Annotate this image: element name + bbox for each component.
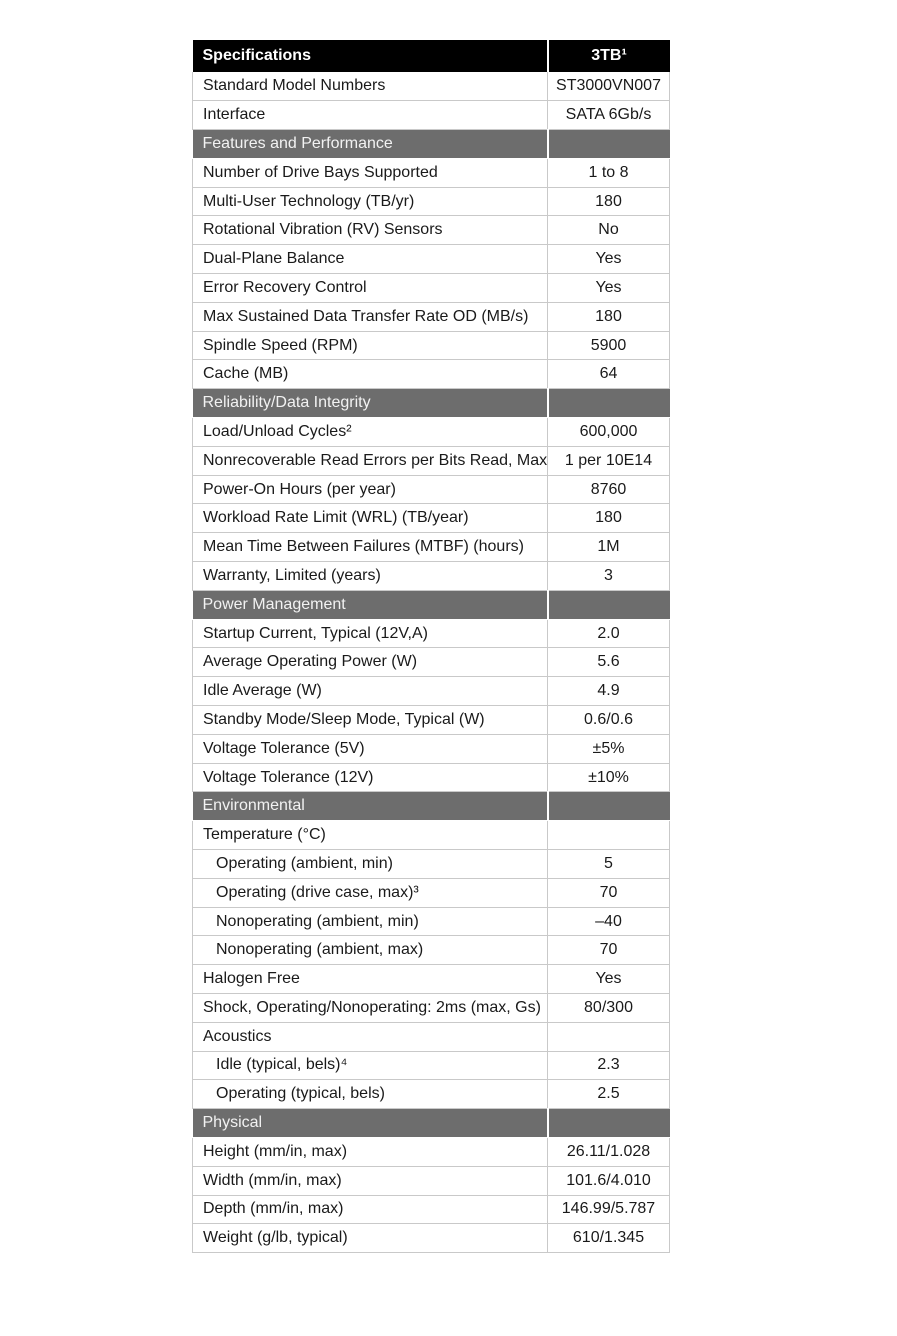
spec-label: Warranty, Limited (years): [193, 562, 548, 591]
spec-label: Spindle Speed (RPM): [193, 331, 548, 360]
table-row: [193, 850, 670, 879]
table-row: [193, 821, 670, 850]
spec-value: 26.11/1.028: [548, 1137, 670, 1166]
spec-value: SATA 6Gb/s: [548, 101, 670, 130]
spec-label: Interface: [193, 101, 548, 130]
section-label: Reliability/Data Integrity: [193, 389, 548, 418]
table-row: [193, 562, 670, 591]
table-row: [193, 360, 670, 389]
spec-label: Nonoperating (ambient, min): [193, 907, 548, 936]
table-row: [193, 101, 670, 130]
spec-value: 180: [548, 302, 670, 331]
spec-value: [548, 821, 670, 850]
spec-label: Number of Drive Bays Supported: [193, 158, 548, 187]
table-row: [193, 1166, 670, 1195]
table-row: [193, 907, 670, 936]
spec-value: 610/1.345: [548, 1224, 670, 1253]
table-body: [193, 72, 670, 1253]
table-row: [193, 1022, 670, 1051]
spec-value: 4.9: [548, 677, 670, 706]
section-header-row: [193, 389, 670, 418]
spec-value: 8760: [548, 475, 670, 504]
spec-label: Operating (drive case, max)³: [193, 878, 548, 907]
section-label: Environmental: [193, 792, 548, 821]
spec-value: 2.0: [548, 619, 670, 648]
section-value: [548, 792, 670, 821]
table-row: [193, 1051, 670, 1080]
spec-label: Idle (typical, bels)⁴: [193, 1051, 548, 1080]
table-row: [193, 994, 670, 1023]
spec-label: Power-On Hours (per year): [193, 475, 548, 504]
spec-value: ±10%: [548, 763, 670, 792]
spec-label: Error Recovery Control: [193, 274, 548, 303]
table-row: [193, 187, 670, 216]
spec-value: Yes: [548, 245, 670, 274]
table-row: [193, 274, 670, 303]
spec-value: 180: [548, 187, 670, 216]
spec-label: Dual-Plane Balance: [193, 245, 548, 274]
table-row: [193, 1195, 670, 1224]
table-header-row: [193, 40, 670, 72]
table-row: [193, 331, 670, 360]
spec-label: Weight (g/lb, typical): [193, 1224, 548, 1253]
table-row: [193, 302, 670, 331]
spec-label: Rotational Vibration (RV) Sensors: [193, 216, 548, 245]
table-row: [193, 216, 670, 245]
spec-label: Workload Rate Limit (WRL) (TB/year): [193, 504, 548, 533]
table-row: [193, 475, 670, 504]
table-row: [193, 936, 670, 965]
table-row: [193, 418, 670, 447]
table-row: [193, 619, 670, 648]
section-header-row: [193, 590, 670, 619]
spec-label: Operating (typical, bels): [193, 1080, 548, 1109]
spec-value: 600,000: [548, 418, 670, 447]
spec-value: 3: [548, 562, 670, 591]
spec-label: Operating (ambient, min): [193, 850, 548, 879]
spec-value: 5: [548, 850, 670, 879]
section-header-row: [193, 1109, 670, 1138]
spec-value: No: [548, 216, 670, 245]
spec-label: Depth (mm/in, max): [193, 1195, 548, 1224]
spec-label: Voltage Tolerance (12V): [193, 763, 548, 792]
spec-value: Yes: [548, 274, 670, 303]
spec-label: Multi-User Technology (TB/yr): [193, 187, 548, 216]
spec-value: ±5%: [548, 734, 670, 763]
table-row: [193, 158, 670, 187]
table-row: [193, 734, 670, 763]
spec-label: Max Sustained Data Transfer Rate OD (MB/s): [193, 302, 548, 331]
table-row: [193, 533, 670, 562]
table-row: [193, 677, 670, 706]
table-row: [193, 706, 670, 735]
spec-label: Cache (MB): [193, 360, 548, 389]
section-value: [548, 389, 670, 418]
spec-label: Standard Model Numbers: [193, 72, 548, 101]
table-row: [193, 965, 670, 994]
table-row: [193, 1080, 670, 1109]
spec-value: –40: [548, 907, 670, 936]
spec-value: ST3000VN007: [548, 72, 670, 101]
spec-value: [548, 1022, 670, 1051]
section-label: Physical: [193, 1109, 548, 1138]
spec-value: 180: [548, 504, 670, 533]
spec-value: 0.6/0.6: [548, 706, 670, 735]
spec-value: 101.6/4.010: [548, 1166, 670, 1195]
spec-label: Temperature (°C): [193, 821, 548, 850]
spec-value: 5900: [548, 331, 670, 360]
section-label: Features and Performance: [193, 130, 548, 159]
table-row: [193, 446, 670, 475]
spec-value: 1 per 10E14: [548, 446, 670, 475]
table-row: [193, 72, 670, 101]
spec-value: 5.6: [548, 648, 670, 677]
specifications-table: [192, 40, 670, 1253]
spec-value: 1M: [548, 533, 670, 562]
spec-label: Shock, Operating/Nonoperating: 2ms (max, Gs): [193, 994, 548, 1023]
spec-label: Width (mm/in, max): [193, 1166, 548, 1195]
spec-label: Voltage Tolerance (5V): [193, 734, 548, 763]
capacity-heading: 3TB¹: [548, 40, 670, 72]
table-row: [193, 878, 670, 907]
spec-label: Nonrecoverable Read Errors per Bits Read, Max: [193, 446, 548, 475]
section-header-row: [193, 792, 670, 821]
table-row: [193, 648, 670, 677]
spec-label: Mean Time Between Failures (MTBF) (hours): [193, 533, 548, 562]
spec-value: 2.3: [548, 1051, 670, 1080]
section-header-row: [193, 130, 670, 159]
spec-value: 146.99/5.787: [548, 1195, 670, 1224]
spec-value: 1 to 8: [548, 158, 670, 187]
spec-label: Load/Unload Cycles²: [193, 418, 548, 447]
spec-label: Idle Average (W): [193, 677, 548, 706]
table-row: [193, 1137, 670, 1166]
spec-label: Startup Current, Typical (12V,A): [193, 619, 548, 648]
table-row: [193, 504, 670, 533]
spec-value: 80/300: [548, 994, 670, 1023]
spec-label: Acoustics: [193, 1022, 548, 1051]
table-row: [193, 1224, 670, 1253]
spec-label: Height (mm/in, max): [193, 1137, 548, 1166]
table-row: [193, 763, 670, 792]
spec-value: Yes: [548, 965, 670, 994]
spec-label: Halogen Free: [193, 965, 548, 994]
section-value: [548, 130, 670, 159]
table-row: [193, 245, 670, 274]
section-label: Power Management: [193, 590, 548, 619]
spec-value: 2.5: [548, 1080, 670, 1109]
spec-label: Nonoperating (ambient, max): [193, 936, 548, 965]
spec-value: 70: [548, 936, 670, 965]
spec-label: Average Operating Power (W): [193, 648, 548, 677]
spec-value: 64: [548, 360, 670, 389]
section-value: [548, 1109, 670, 1138]
specifications-heading: Specifications: [193, 40, 548, 72]
spec-value: 70: [548, 878, 670, 907]
spec-label: Standby Mode/Sleep Mode, Typical (W): [193, 706, 548, 735]
section-value: [548, 590, 670, 619]
